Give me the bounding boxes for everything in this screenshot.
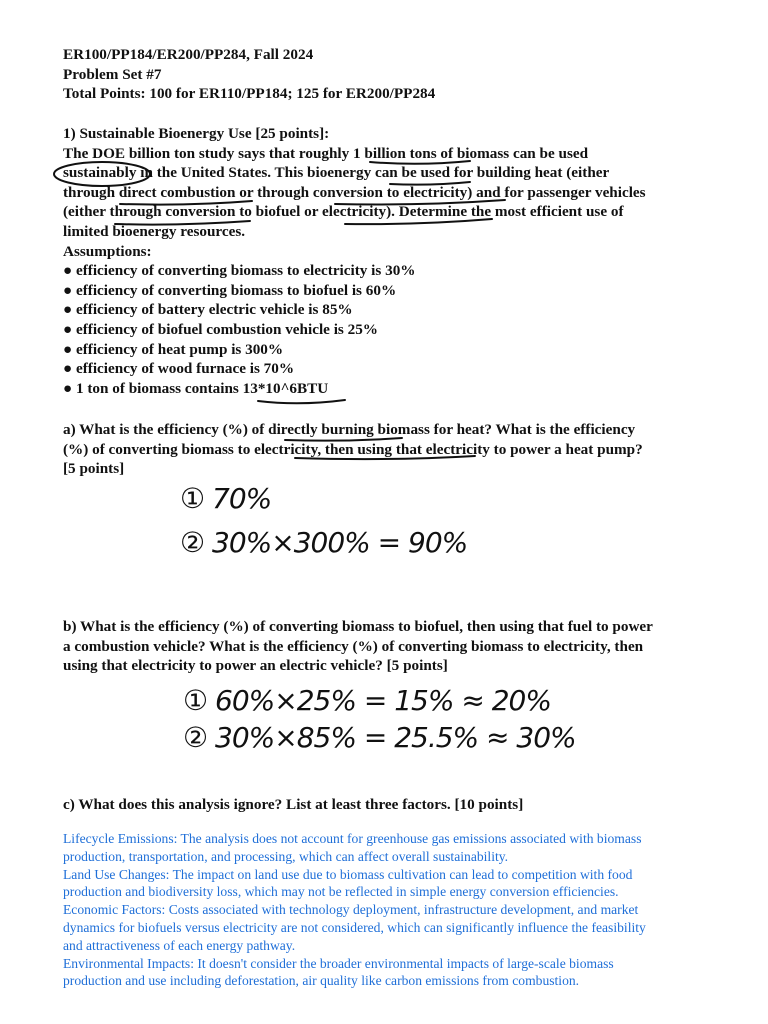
q1-body-line: The DOE billion ton study says that roughly 1 billion tons of biomass can be used	[63, 144, 589, 162]
answer-line: Land Use Changes: The impact on land use due to biomass cultivation can lead to competition with food	[63, 866, 633, 882]
handwritten-answer-a1: ① 70%	[180, 482, 272, 515]
qb-line: a combustion vehicle? What is the efficiency (%) of converting biomass to electricity, then	[63, 637, 644, 655]
qb-line: b) What is the efficiency (%) of converting biomass to biofuel, then using that fuel to power	[63, 618, 653, 635]
q1-body-line: (either through conversion to biofuel or electricity). Determine the most efficient use of	[63, 203, 624, 221]
qa-line: (%) of converting biomass to electricity, then using that electricity to power a heat pump?	[63, 440, 643, 458]
qc-title: c) What does this analysis ignore? List at least three factors. [10 points]	[63, 796, 524, 813]
assumption-item: ● efficiency of biofuel combustion vehicle is 25%	[63, 320, 378, 338]
assumption-item: ● efficiency of converting biomass to electricity is 30%	[63, 262, 416, 280]
assumption-item: ● 1 ton of biomass contains 13*10^6BTU	[63, 379, 329, 397]
question-a	[63, 420, 643, 479]
q1-title: 1) Sustainable Bioenergy Use [25 points]:	[63, 125, 330, 142]
question-c	[63, 795, 523, 815]
q1-body-line: sustainably in the United States. This bioenergy can be used for building heat (either	[63, 164, 610, 182]
handwritten-answer-b1: ① 60%×25% = 15% ≈ 20%	[183, 684, 551, 717]
course-line: ER100/PP184/ER200/PP284, Fall 2024	[63, 46, 314, 63]
answer-line: Lifecycle Emissions: The analysis does not account for greenhouse gas emissions associated with biomass	[63, 831, 642, 846]
assumption-item: ● efficiency of battery electric vehicle is 85%	[63, 301, 353, 319]
qa-line: a) What is the efficiency (%) of directly burning biomass for heat? What is the efficiency	[63, 421, 636, 438]
assumption-item: ● efficiency of heat pump is 300%	[63, 340, 284, 358]
assumption-item: ● efficiency of converting biomass to biofuel is 60%	[63, 281, 397, 299]
assumptions-label: Assumptions:	[63, 242, 152, 260]
answer-line: production, transportation, and processing, which can affect overall sustainability.	[63, 848, 509, 864]
problem-set-line: Problem Set #7	[63, 65, 162, 83]
document-header	[63, 45, 435, 104]
handwritten-answer-b2: ② 30%×85% = 25.5% ≈ 30%	[183, 721, 576, 754]
qb-line: using that electricity to power an electric vehicle? [5 points]	[63, 657, 448, 675]
answer-line: production and biodiversity loss, which may not be reflected in simple energy conversion efficiencies.	[63, 884, 619, 900]
q1-body-line: through direct combustion or through conversion to electricity) and for passenger vehicles	[63, 183, 646, 201]
answer-line: Economic Factors: Costs associated with technology deployment, infrastructure development, and market	[63, 902, 639, 918]
answer-line: production and use including deforestation, air quality like carbon emissions from combustion.	[63, 973, 580, 989]
answer-line: and attractiveness of each energy pathway.	[63, 937, 296, 953]
answer-line: dynamics for biofuels versus electricity are not considered, which can significantly influence the feasibility	[63, 919, 646, 935]
total-points-line: Total Points: 100 for ER110/PP184; 125 for ER200/PP284	[63, 85, 436, 103]
handwritten-answer-a2: ② 30%×300% = 90%	[180, 526, 468, 559]
assumption-item: ● efficiency of wood furnace is 70%	[63, 360, 295, 378]
q1-body-line: limited bioenergy resources.	[63, 222, 246, 240]
typed-answer-c	[63, 830, 646, 990]
qa-line: [5 points]	[63, 460, 125, 478]
underline-btu	[258, 400, 345, 403]
question-1	[63, 124, 646, 398]
answer-line: Environmental Impacts: It doesn't consider the broader environmental impacts of large-scale biomass	[63, 955, 614, 971]
question-b	[63, 617, 653, 676]
